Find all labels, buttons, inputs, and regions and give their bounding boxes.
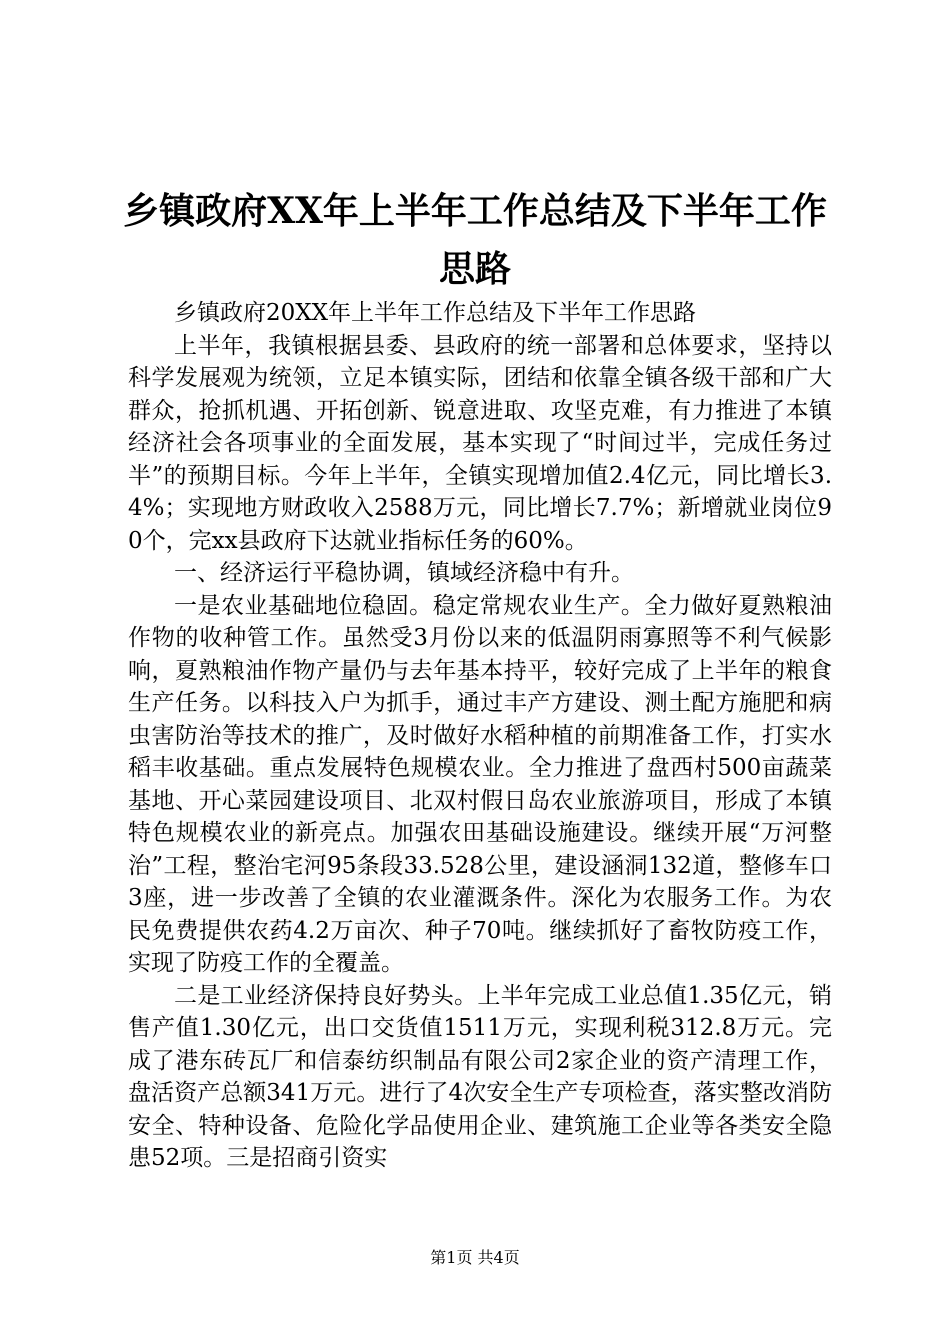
document-title: 乡镇政府XX年上半年工作总结及下半年工作思路 — [123, 190, 827, 290]
agriculture-paragraph: 一是农业基础地位稳固。稳定常规农业生产。全力做好夏熟粮油作物的收种管工作。虽然受3月份以来的低温阴雨寡照等不利气候影响，夏熟粮油作物产量仍与去年基本持平，较好完成了上半年的粮食生产任务。以科技入户为抓手，通过丰产方建设、测土配方施肥和病虫害防治等技术的推广，及时做好水稻种植的前期准备工作，打实水稻丰收基础。重点发展特色规模农业。全力推进了盘西村500亩蔬菜基地、开心菜园建设项目、北双村假日岛农业旅游项目，形成了本镇特色规模农业的新亮点。加强农田基础设施建设。继续开展“万河整治”工程，整治宅河95条段33.528公里，建设涵洞132道，整修车口3座，进一步改善了全镇的农业灌溉条件。深化为农服务工作。为农民免费提供农药4.2万亩次、种子70吨。继续抓好了畜牧防疫工作，实现了防疫工作的全覆盖。 — [128, 592, 832, 976]
subtitle-paragraph: 乡镇政府20XX年上半年工作总结及下半年工作思路 — [174, 300, 697, 326]
document-body — [128, 297, 832, 1175]
intro-paragraph: 上半年，我镇根据县委、县政府的统一部署和总体要求，坚持以科学发展观为统领，立足本镇实际，团结和依靠全镇各级干部和广大群众，抢抓机遇、开拓创新、锐意进取、攻坚克难，有力推进了本镇经济社会各项事业的全面发展，基本实现了“时间过半，完成任务过半”的预期目标。今年上半年，全镇实现增加值2.4亿元，同比增长3.4%；实现地方财政收入2588万元，同比增长7.7%；新增就业岗位90个，完xx县政府下达就业指标任务的60%。 — [128, 332, 832, 554]
industry-paragraph: 二是工业经济保持良好势头。上半年完成工业总值1.35亿元，销售产值1.30亿元，出口交货值1511万元，实现利税312.8万元。完成了港东砖瓦厂和信泰纺织制品有限公司2家企业的资产清理工作，盘活资产总额341万元。进行了4次安全生产专项检查，落实整改消防安全、特种设备、危险化学品使用企业、建筑施工企业等各类安全隐患52项。三是招商引资实 — [128, 982, 832, 1171]
page-footer: 第1页 共4页 — [430, 1248, 520, 1267]
section-heading-paragraph: 一、经济运行平稳协调，镇域经济稳中有升。 — [174, 560, 634, 586]
